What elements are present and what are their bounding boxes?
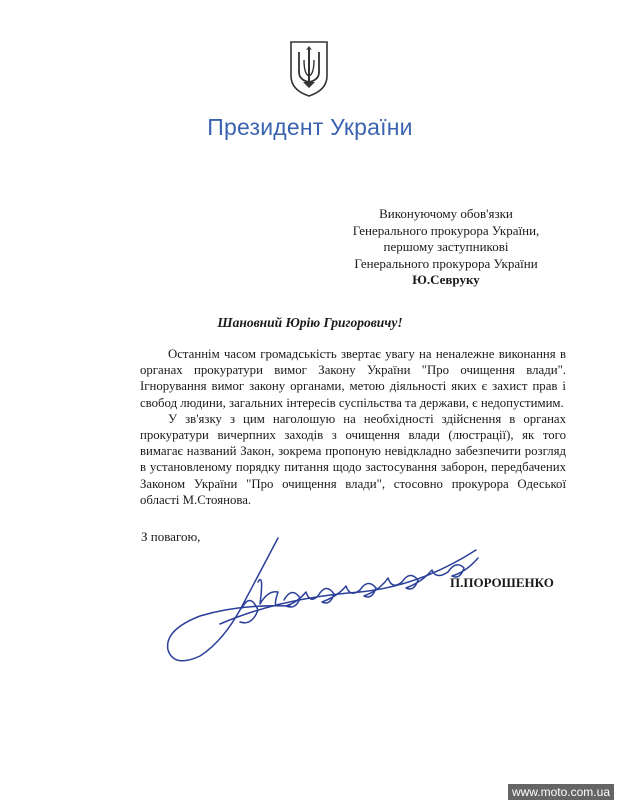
addressee-line: першому заступникові bbox=[383, 239, 509, 254]
addressee-line: Виконуючому обов'язки bbox=[379, 206, 513, 221]
site-watermark: www.moto.com.ua bbox=[508, 784, 614, 800]
body-paragraph: У зв'язку з цим наголошую на необхідності здійснення в органах прокуратури вичерпних заходів з очищення влади (люстрації), як того вимагає названий Закон, зокрема пропоную невідкладно забезпечити розгляд в установленому порядку питання щодо застосування заборон, передбачених Законом України "Про очищення влади", стосовно прокурора Одеської області М.Стоянова. bbox=[140, 411, 566, 507]
trident-emblem-icon bbox=[287, 38, 331, 98]
handwritten-signature-icon bbox=[160, 532, 490, 668]
addressee-line: Генерального прокурора України bbox=[354, 255, 538, 271]
salutation: Шановний Юрію Григоровичу! bbox=[217, 315, 403, 330]
addressee-name: Ю.Севруку bbox=[412, 272, 480, 287]
addressee-line: Генерального прокурора України, bbox=[352, 222, 540, 238]
letterhead-title: Президент України bbox=[207, 114, 413, 140]
letter-body bbox=[140, 346, 566, 508]
addressee-block bbox=[330, 206, 562, 289]
body-paragraph: Останнім часом громадськість звертає увагу на неналежне виконання в органах прокуратури вимог Закону України "Про очищення влади". Ігнорування вимог закону органами, метою діяльності яких є захист прав і свобод людини, загальних інтересів суспільства та держави, є недопустимим. bbox=[140, 347, 566, 410]
signer-name: П.ПОРОШЕНКО bbox=[450, 575, 554, 590]
closing-phrase: З повагою, bbox=[141, 529, 201, 544]
